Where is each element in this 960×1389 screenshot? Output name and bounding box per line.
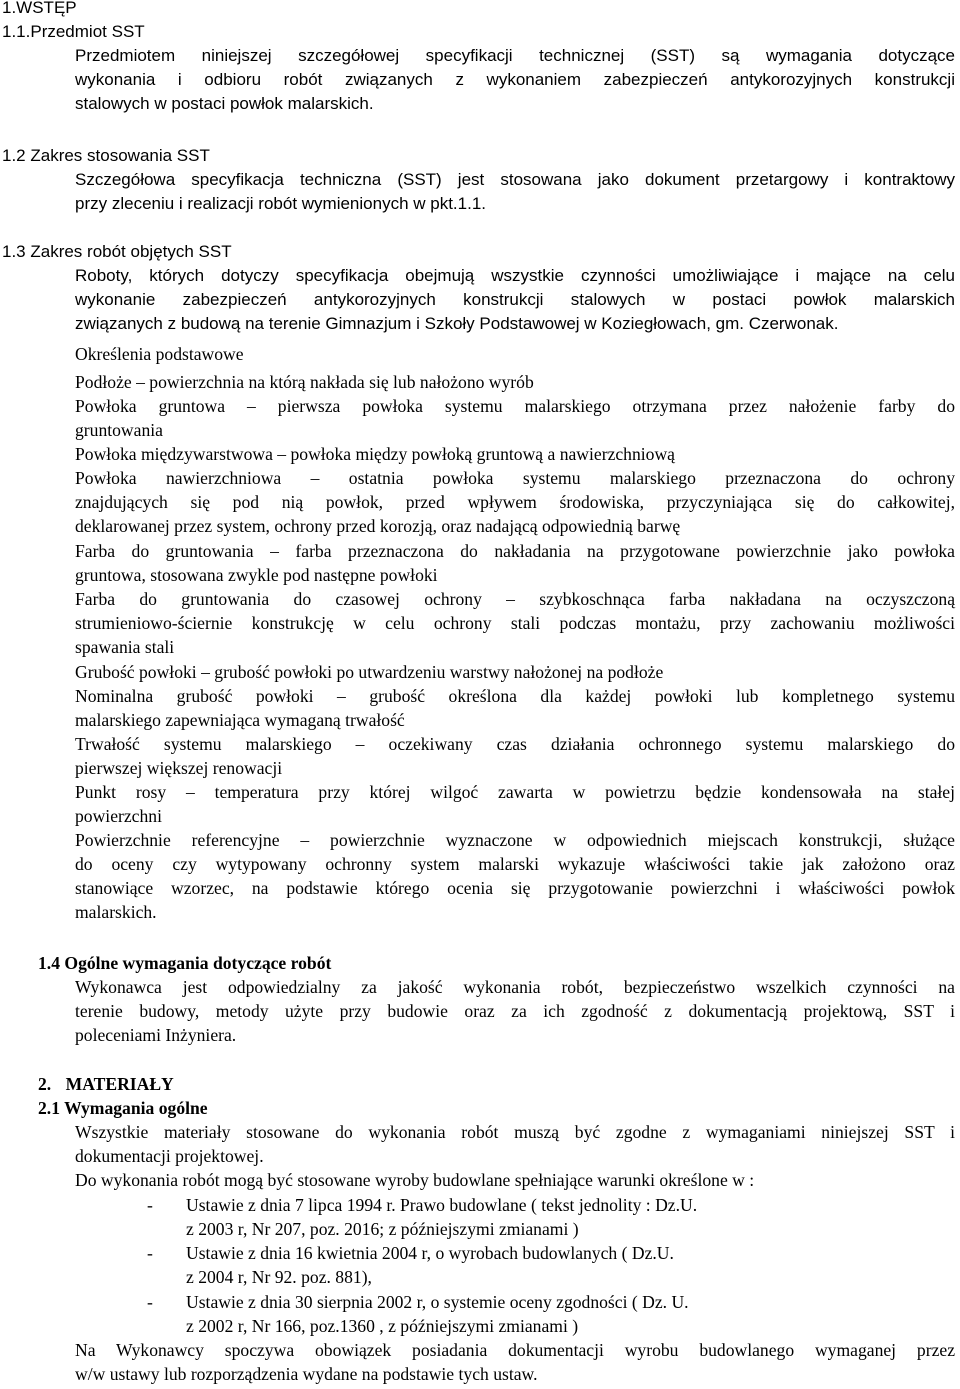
definition-line: spawania stali: [75, 637, 175, 657]
list-item: Ustawie z dnia 30 sierpnia 2002 r, o systemie oceny zgodności ( Dz. U.: [186, 1292, 689, 1312]
paragraph-line: związanych z budową na terenie Gimnazjum i Szkoły Podstawowej w Koziegłowach, gm. Czerwonak.: [75, 314, 839, 333]
paragraph-line: Do wykonania robót mogą być stosowane wyroby budowlane spełniające warunki określone w :: [75, 1170, 755, 1190]
definition-line: deklarowanej przez system, ochrony przed korozją, oraz nadającą odpowiednią barwę: [75, 516, 681, 536]
paragraph-line: dokumentacji projektowej.: [75, 1146, 264, 1166]
definition-line: Punkt rosy – temperatura przy której wilgoć zawarta w powietrzu będzie kondensowała na stałej: [75, 782, 955, 802]
list-item-cont: z 2002 r, Nr 166, poz.1360 , z późniejszymi zmianami ): [186, 1316, 579, 1336]
definition-line: strumieniowo-ściernie konstrukcję w celu ochrony stali podczas montażu, przy zachowaniu możliwości: [75, 613, 955, 633]
paragraph-line: Szczegółowa specyfikacja techniczna (SST) jest stosowana jako dokument przetargowy i kontraktowy: [75, 170, 955, 189]
definition-line: Powłoka międzywarstwowa – powłoka między powłoką gruntową a nawierzchniową: [75, 444, 675, 464]
paragraph-line: Przedmiotem niniejszej szczegółowej specyfikacji technicznej (SST) są wymagania dotyczące: [75, 46, 955, 65]
paragraph-line: w/w ustawy lub rozporządzenia wydane na podstawie tych ustaw.: [75, 1364, 538, 1384]
heading-1-1: 1.1.Przedmiot SST: [2, 22, 145, 41]
paragraph-line: Wszystkie materiały stosowane do wykonania robót muszą być zgodne z wymaganiami niniejszej SST i: [75, 1122, 955, 1142]
definition-line: malarskich.: [75, 902, 157, 922]
heading-1-4: 1.4 Ogólne wymagania dotyczące robót: [38, 953, 332, 973]
definition-line: Nominalna grubość powłoki – grubość określona dla każdej powłoki lub kompletnego systemu: [75, 686, 955, 706]
list-item-cont: z 2003 r, Nr 207, poz. 2016; z późniejszymi zmianami ): [186, 1219, 579, 1239]
definition-line: Farba do gruntowania – farba przeznaczona do nakładania na przygotowane powierzchnie jako powłoka: [75, 541, 955, 561]
paragraph-line: Na Wykonawcy spoczywa obowiązek posiadania dokumentacji wyrobu budowlanego wymaganej przez: [75, 1340, 955, 1360]
definition-line: do oceny czy wytypowany ochronny system malarski wykazuje właściwości takie jak założono oraz: [75, 854, 955, 874]
paragraph-line: Roboty, których dotyczy specyfikacja obejmują wszystkie czynności umożliwiające i mające na celu: [75, 266, 955, 285]
heading-1-2: 1.2 Zakres stosowania SST: [2, 146, 210, 165]
definition-line: powierzchni: [75, 806, 162, 826]
definitions-title: Określenia podstawowe: [75, 344, 244, 364]
list-item-cont: z 2004 r, Nr 92. poz. 881),: [186, 1267, 372, 1287]
paragraph-line: Wykonawca jest odpowiedzialny za jakość wykonania robót, bezpieczeństwo wszelkich czynności na: [75, 977, 955, 997]
list-bullet: -: [147, 1243, 153, 1263]
definition-line: stanowiące wzorzec, na podstawie którego ocenia się przygotowanie powierzchni i właściwości powłok: [75, 878, 955, 898]
paragraph-line: stalowych w postaci powłok malarskich.: [75, 94, 374, 113]
definition-line: Powłoka gruntowa – pierwsza powłoka systemu malarskiego otrzymana przez nałożenie farby do: [75, 396, 955, 416]
definition-line: gruntowania: [75, 420, 163, 440]
heading-1: 1.WSTĘP: [2, 0, 77, 17]
paragraph-line: wykonanie zabezpieczeń antykorozyjnych konstrukcji stalowych w postaci powłok malarskich: [75, 290, 955, 309]
definition-line: Farba do gruntowania do czasowej ochrony – szybkoschnąca farba nakładana na oczyszczoną: [75, 589, 955, 609]
paragraph-line: wykonania i odbioru robót związanych z wykonaniem zabezpieczeń antykorozyjnych konstrukcji: [75, 70, 955, 89]
list-bullet: -: [147, 1195, 153, 1215]
definition-line: Podłoże – powierzchnia na którą nakłada się lub nałożono wyrób: [75, 372, 534, 392]
paragraph-line: terenie budowy, metody użyte przy budowie oraz za ich zgodność z dokumentacją projektową, SST i: [75, 1001, 955, 1021]
list-item: Ustawie z dnia 16 kwietnia 2004 r, o wyrobach budowlanych ( Dz.U.: [186, 1243, 674, 1263]
definition-line: Powierzchnie referencyjne – powierzchnie wyznaczone w odpowiednich miejscach konstrukcji, służące: [75, 830, 955, 850]
heading-1-3: 1.3 Zakres robót objętych SST: [2, 242, 232, 261]
definition-line: Powłoka nawierzchniowa – ostatnia powłoka systemu malarskiego przeznaczona do ochrony: [75, 468, 955, 488]
definition-line: Grubość powłoki – grubość powłoki po utwardzeniu warstwy nałożonej na podłoże: [75, 662, 664, 682]
heading-2-1: 2.1 Wymagania ogólne: [38, 1098, 208, 1118]
definition-line: malarskiego zapewniająca wymaganą trwałość: [75, 710, 405, 730]
paragraph-line: przy zleceniu i realizacji robót wymienionych w pkt.1.1.: [75, 194, 487, 213]
definition-line: pierwszej większej renowacji: [75, 758, 283, 778]
paragraph-line: poleceniami Inżyniera.: [75, 1025, 237, 1045]
heading-2: 2. MATERIAŁY: [38, 1074, 174, 1094]
list-item: Ustawie z dnia 7 lipca 1994 r. Prawo budowlane ( tekst jednolity : Dz.U.: [186, 1195, 698, 1215]
definition-line: znajdujących się pod nią powłok, przed wpływem środowiska, przyczyniająca się do całkowitej,: [75, 492, 955, 512]
definition-line: gruntowa, stosowana zwykle pod następne powłoki: [75, 565, 438, 585]
list-bullet: -: [147, 1292, 153, 1312]
definition-line: Trwałość systemu malarskiego – oczekiwany czas działania ochronnego systemu malarskiego do: [75, 734, 955, 754]
